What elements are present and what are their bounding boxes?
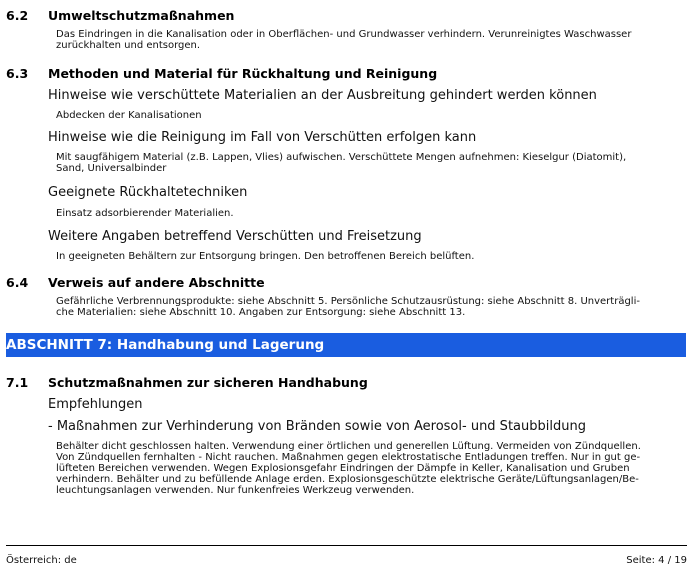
text-line: Sand, Universalbinder (56, 163, 167, 174)
subheading: Weitere Angaben betreffend Verschütten und Freisetzung (48, 229, 422, 244)
section-title: Schutzmaßnahmen zur sicheren Handhabung (48, 375, 368, 390)
section-number: 6.2 (6, 8, 29, 23)
section-title: Methoden und Material für Rückhaltung und Reinigung (48, 66, 438, 81)
subheading: - Maßnahmen zur Verhinderung von Bränden sowie von Aerosol- und Staubbildung (48, 419, 586, 434)
section-number: 6.4 (6, 275, 29, 290)
page-number: Seite: 4 / 19 (626, 555, 687, 566)
section-title: Verweis auf andere Abschnitte (48, 275, 265, 290)
text-line: zurückhalten und entsorgen. (56, 40, 201, 51)
paragraph: Einsatz adsorbierender Materialien. (56, 208, 234, 219)
text-line: lüfteten Bereichen verwenden. Wegen Explosionsgefahr Eindringen der Dämpfe in Keller, Kanalisation und Gruben (56, 463, 630, 474)
text-line: Von Zündquellen fernhalten - Nicht rauchen. Maßnahmen gegen elektrostatische Entladungen treffen. Nur in gut ge- (56, 452, 641, 463)
footer-country: Österreich: de (6, 555, 77, 566)
paragraph (56, 441, 641, 496)
text-line: Mit saugfähigem Material (z.B. Lappen, Vlies) aufwischen. Verschüttete Mengen aufnehmen: Kieselgur (Diatomit), (56, 152, 627, 163)
subheading: Hinweise wie verschüttete Materialien an der Ausbreitung gehindert werden können (48, 88, 597, 103)
text-line: leuchtungsanlagen verwenden. Nur funkenfreies Werkzeug verwenden. (56, 485, 415, 496)
section-banner: ABSCHNITT 7: Handhabung und Lagerung (6, 333, 686, 357)
subheading: Geeignete Rückhaltetechniken (48, 185, 248, 200)
paragraph (56, 152, 626, 174)
text-line: Gefährliche Verbrennungsprodukte: siehe Abschnitt 5. Persönliche Schutzausrüstung: siehe Abschnitt 8. Unverträgli- (56, 296, 640, 307)
section-title: Umweltschutzmaßnahmen (48, 8, 235, 23)
section-6-2-text (56, 29, 631, 51)
section-number: 6.3 (6, 66, 29, 81)
text-line: verhindern. Behälter und zu befüllende Anlage erden. Explosionsgeschützte elektrische Geräte/Lüftungsanlagen/Be- (56, 474, 639, 485)
text-line: che Materialien: siehe Abschnitt 10. Angaben zur Entsorgung: siehe Abschnitt 13. (56, 307, 466, 318)
section-6-4-text (56, 296, 640, 318)
text-line: Das Eindringen in die Kanalisation oder in Oberflächen- und Grundwasser verhindern. Verunreinigtes Waschwasser (56, 29, 632, 40)
text-line: Behälter dicht geschlossen halten. Verwendung einer örtlichen und generellen Lüftung. Vermeiden von Zündquellen. (56, 441, 641, 452)
section-number: 7.1 (6, 375, 29, 390)
paragraph: Abdecken der Kanalisationen (56, 110, 202, 121)
subheading: Hinweise wie die Reinigung im Fall von Verschütten erfolgen kann (48, 130, 477, 145)
footer-divider (6, 545, 687, 546)
paragraph: In geeigneten Behältern zur Entsorgung bringen. Den betroffenen Bereich belüften. (56, 251, 475, 262)
subheading: Empfehlungen (48, 397, 143, 412)
